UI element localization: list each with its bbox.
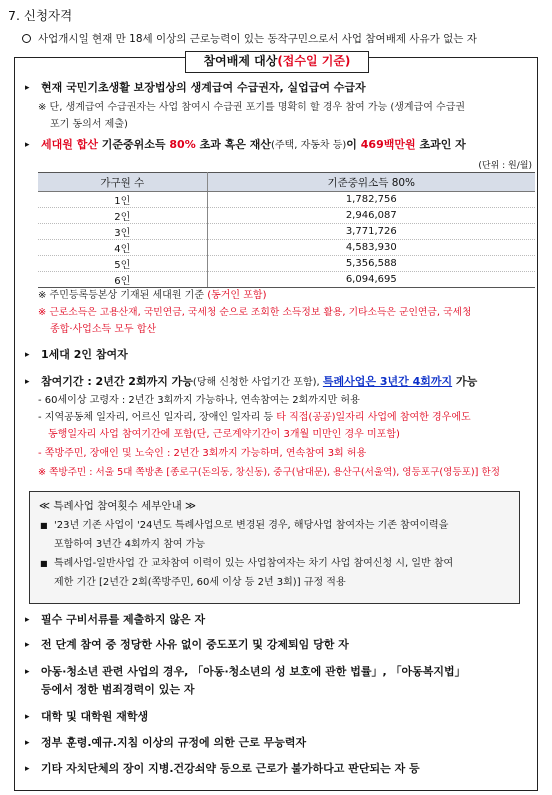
special-guide-b-line1: 특례사업-일반사업 간 교차참여 이력이 있는 사업참여자는 차기 사업 참여신청 시, 일반 참여 — [54, 558, 454, 569]
sub-jjokbang: ※ 쪽방주민 : 서울 5대 쪽방촌 [종로구(돈의동, 창신동), 중구(남대문), 용산구(서울역), 영등포구(영등포)] 한정 — [38, 467, 500, 478]
table-header-income: 기준중위소득 80% — [207, 173, 535, 192]
triangle-bullet-icon: ▸ — [25, 350, 30, 360]
sub-elderly: - 60세이상 고령자 : 2년간 3회까지 가능하나, 연속참여는 2회까지만 허용 — [38, 395, 360, 406]
table-header-household: 가구원 수 — [38, 173, 207, 192]
special-guide-a-line2: 포함하여 3년간 4회까지 참여 가능 — [54, 539, 206, 550]
table-row: 4인 4,583,930 — [38, 240, 535, 256]
triangle-bullet-icon: ▸ — [25, 615, 30, 625]
triangle-bullet-icon: ▸ — [25, 640, 30, 650]
table-row: 1인 1,782,756 — [38, 192, 535, 208]
table-row: 2인 2,946,087 — [38, 208, 535, 224]
special-guide-b-line2: 제한 기간 [2년간 2회(쪽방주민, 60세 이상 등 2년 3회)] 규정 적용 — [54, 577, 346, 588]
triangle-bullet-icon: ▸ — [25, 377, 30, 387]
exclusion-title: 참여배제 대상(접수일 기준) — [185, 51, 369, 73]
triangle-bullet-icon: ▸ — [25, 764, 30, 774]
triangle-bullet-icon: ▸ — [25, 140, 30, 150]
item1-note-line2: 포기 동의서 제출) — [50, 119, 128, 130]
triangle-bullet-icon: ▸ — [25, 738, 30, 748]
special-project-guide — [29, 491, 520, 604]
intro-line: 사업개시일 현재 만 18세 이상의 근로능력이 있는 동작구민으로서 사업 참여배제 사유가 없는 자 — [22, 31, 477, 46]
circle-bullet-icon — [22, 34, 31, 43]
square-bullet-icon: ■ — [40, 559, 48, 568]
sub-public-jobs-line2: 동행일자리 사업 참여기간에 포함(단, 근로계약기간이 3개월 미만인 경우 미포함) — [48, 429, 400, 440]
triangle-bullet-icon: ▸ — [25, 712, 30, 722]
income-source-note-line1: ※ 근로소득은 고용산재, 국민연금, 국세청 순으로 조회한 소득정보 활용, 기타소득은 군인연금, 국세청 — [38, 307, 472, 318]
table-row: 3인 3,771,726 — [38, 224, 535, 240]
triangle-bullet-icon: ▸ — [25, 667, 30, 677]
sub-public-jobs-line1: - 지역공동체 일자리, 어르신 일자리, 장애인 일자리 등 타 직접(공공)일자리 사업에 참여한 경우에도 — [38, 412, 471, 423]
table-row: 5인 5,356,588 — [38, 256, 535, 272]
special-guide-a-line1: '23년 기존 사업이 '24년도 특례사업으로 변경된 경우, 해당사업 참여자는 기존 참여이력을 — [54, 520, 449, 531]
median-income-table — [38, 172, 535, 288]
item1-note-line1: ※ 단, 생계급여 수급권자는 사업 참여시 수급권 포기를 명확히 할 경우 참여 가능 (생계급여 수급권 — [38, 102, 466, 113]
sub-vulnerable: - 쪽방주민, 장애인 및 노숙인 : 2년간 3회까지 가능하며, 연속참여 3회 허용 — [38, 448, 367, 459]
square-bullet-icon: ■ — [40, 521, 48, 530]
table-row: 6인 6,094,695 — [38, 272, 535, 288]
household-note: ※ 주민등록등본상 기재된 세대원 기준 (동거인 포함) — [38, 290, 267, 301]
unit-label: (단위 : 원/월) — [478, 161, 532, 171]
section-heading: 7. 신청자격 — [8, 8, 73, 23]
income-source-note-line2: 종합·사업소득 모두 합산 — [50, 324, 157, 335]
special-guide-title: ≪ 특례사업 참여횟수 세부안내 ≫ — [39, 500, 197, 512]
triangle-bullet-icon: ▸ — [25, 83, 30, 93]
